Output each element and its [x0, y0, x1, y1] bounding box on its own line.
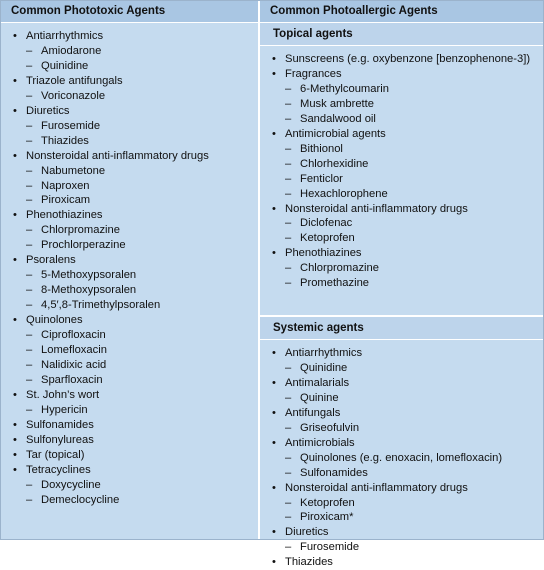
item-label: Thiazides	[285, 556, 333, 569]
sub-list-item: – Musk ambrette	[285, 97, 543, 112]
sub-list-item: – Demeclocycline	[26, 493, 258, 508]
list-item	[260, 555, 543, 570]
item-label: Antimicrobials	[285, 436, 355, 449]
sub-list-item: – Doxycycline	[26, 478, 258, 493]
sub-list-item: – Furosemide	[285, 540, 543, 555]
sub-list-item: – Sulfonamides	[285, 466, 543, 481]
item-label: Triazole antifungals	[26, 74, 123, 87]
sub-list	[285, 361, 543, 376]
sub-list-item: – 6-Methylcoumarin	[285, 82, 543, 97]
list-item	[1, 388, 258, 418]
list-item	[260, 436, 543, 481]
item-label: Diuretics	[285, 526, 329, 539]
list-item	[260, 525, 543, 555]
sub-list-item: – Nabumetone	[26, 164, 258, 179]
list-item	[260, 246, 543, 291]
sub-list	[26, 268, 258, 313]
item-label: Fragrances	[285, 67, 342, 80]
item-label: Nonsteroidal anti-inflammatory drugs	[285, 481, 468, 494]
sub-list-item: – Diclofenac	[285, 216, 543, 231]
sub-list	[26, 478, 258, 508]
sub-list	[285, 82, 543, 127]
sub-list-item: – Hexachlorophene	[285, 187, 543, 202]
list-item	[260, 376, 543, 406]
sub-list-item: – Quinidine	[26, 59, 258, 74]
photoallergic-header: Common Photoallergic Agents	[260, 1, 543, 23]
sub-list	[26, 403, 258, 418]
list-item	[1, 418, 258, 433]
list-item	[260, 127, 543, 202]
list-item	[1, 253, 258, 313]
sub-list	[285, 451, 543, 481]
sub-list-item: – Quinolones (e.g. enoxacin, lomefloxacin)	[285, 451, 543, 466]
sub-list-item: – Hypericin	[26, 403, 258, 418]
sub-list-item: – Piroxicam*	[285, 510, 543, 525]
phototoxic-list	[1, 23, 258, 508]
item-label: Sunscreens (e.g. oxybenzone [benzophenone-3])	[285, 53, 531, 65]
item-label: Sulfonamides	[26, 418, 94, 431]
topical-agents-list	[260, 46, 543, 315]
sub-list-item: – Amiodarone	[26, 44, 258, 59]
sub-list-item: – Chlorhexidine	[285, 157, 543, 172]
sub-list-item: – Nalidixic acid	[26, 358, 258, 373]
sub-list-item: – Ciprofloxacin	[26, 328, 258, 343]
list-item	[260, 481, 543, 526]
sub-list	[26, 44, 258, 74]
list-item	[260, 406, 543, 436]
list-item	[1, 313, 258, 388]
sub-list-item: – Thiazides	[26, 134, 258, 149]
item-label: Antifungals	[285, 406, 341, 419]
list-item	[260, 202, 543, 247]
sub-list	[26, 328, 258, 388]
sub-list-item: – Sparfloxacin	[26, 373, 258, 388]
sub-list-item: – 8-Methoxypsoralen	[26, 283, 258, 298]
item-label: Tar (topical)	[26, 448, 85, 461]
list-item	[1, 448, 258, 463]
item-label: Phenothiazines	[285, 247, 362, 260]
photoallergic-column	[260, 1, 543, 569]
sub-list-item: – Fenticlor	[285, 172, 543, 187]
item-label: Nonsteroidal anti-inflammatory drugs	[26, 149, 209, 162]
sub-list-item: – Promethazine	[285, 276, 543, 291]
sub-list-item: – Piroxicam	[26, 193, 258, 208]
item-label: Psoralens	[26, 254, 76, 267]
topical-agents-header: Topical agents	[260, 23, 543, 46]
item-label: Antiarrhythmics	[285, 347, 363, 359]
sub-list	[26, 119, 258, 149]
list-item	[1, 74, 258, 104]
item-label: Diuretics	[26, 104, 70, 117]
list-item	[1, 208, 258, 253]
item-label: St. John’s wort	[26, 388, 100, 401]
list-item	[1, 149, 258, 209]
sub-list	[285, 540, 543, 555]
list-item	[1, 463, 258, 508]
list-item	[260, 346, 543, 376]
sub-list-item: – Ketoprofen	[285, 231, 543, 246]
sub-list	[285, 216, 543, 246]
list-item	[1, 104, 258, 149]
sub-list-item: – 4,5′,8-Trimethylpsoralen	[26, 298, 258, 313]
sub-list-item: – Chlorpromazine	[26, 223, 258, 238]
sub-list	[26, 223, 258, 253]
sub-list	[285, 421, 543, 436]
sub-list-item: – 5-Methoxypsoralen	[26, 268, 258, 283]
item-label: Antiarrhythmics	[26, 30, 104, 42]
sub-list	[285, 496, 543, 526]
sub-list	[26, 164, 258, 209]
phototoxic-column	[1, 1, 260, 539]
sub-list-item: – Furosemide	[26, 119, 258, 134]
list-item	[260, 67, 543, 127]
sub-list-item: – Voriconazole	[26, 89, 258, 104]
sub-list	[285, 142, 543, 202]
systemic-agents-list	[260, 340, 543, 570]
sub-list	[285, 391, 543, 406]
sub-list-item: – Ketoprofen	[285, 496, 543, 511]
item-label: Sulfonylureas	[26, 433, 94, 446]
sub-list-item: – Chlorpromazine	[285, 261, 543, 276]
sub-list	[285, 261, 543, 291]
sub-list-item: – Griseofulvin	[285, 421, 543, 436]
item-label: Quinolones	[26, 314, 83, 327]
sub-list-item: – Quinidine	[285, 361, 543, 376]
sub-list-item: – Bithionol	[285, 142, 543, 157]
list-item	[1, 433, 258, 448]
systemic-agents-header: Systemic agents	[260, 317, 543, 340]
item-label: Antimalarials	[285, 376, 350, 389]
sub-list	[26, 89, 258, 104]
item-label: Tetracyclines	[26, 463, 91, 476]
sub-list-item: – Lomefloxacin	[26, 343, 258, 358]
sub-list-item: – Sandalwood oil	[285, 112, 543, 127]
list-item	[260, 52, 543, 67]
sub-list-item: – Prochlorperazine	[26, 238, 258, 253]
list-item	[1, 29, 258, 74]
sub-list-item: – Quinine	[285, 391, 543, 406]
item-label: Phenothiazines	[26, 209, 103, 222]
phototoxic-header: Common Phototoxic Agents	[1, 1, 258, 23]
item-label: Antimicrobial agents	[285, 127, 386, 140]
sub-list-item: – Naproxen	[26, 179, 258, 194]
item-label: Nonsteroidal anti-inflammatory drugs	[285, 202, 468, 215]
